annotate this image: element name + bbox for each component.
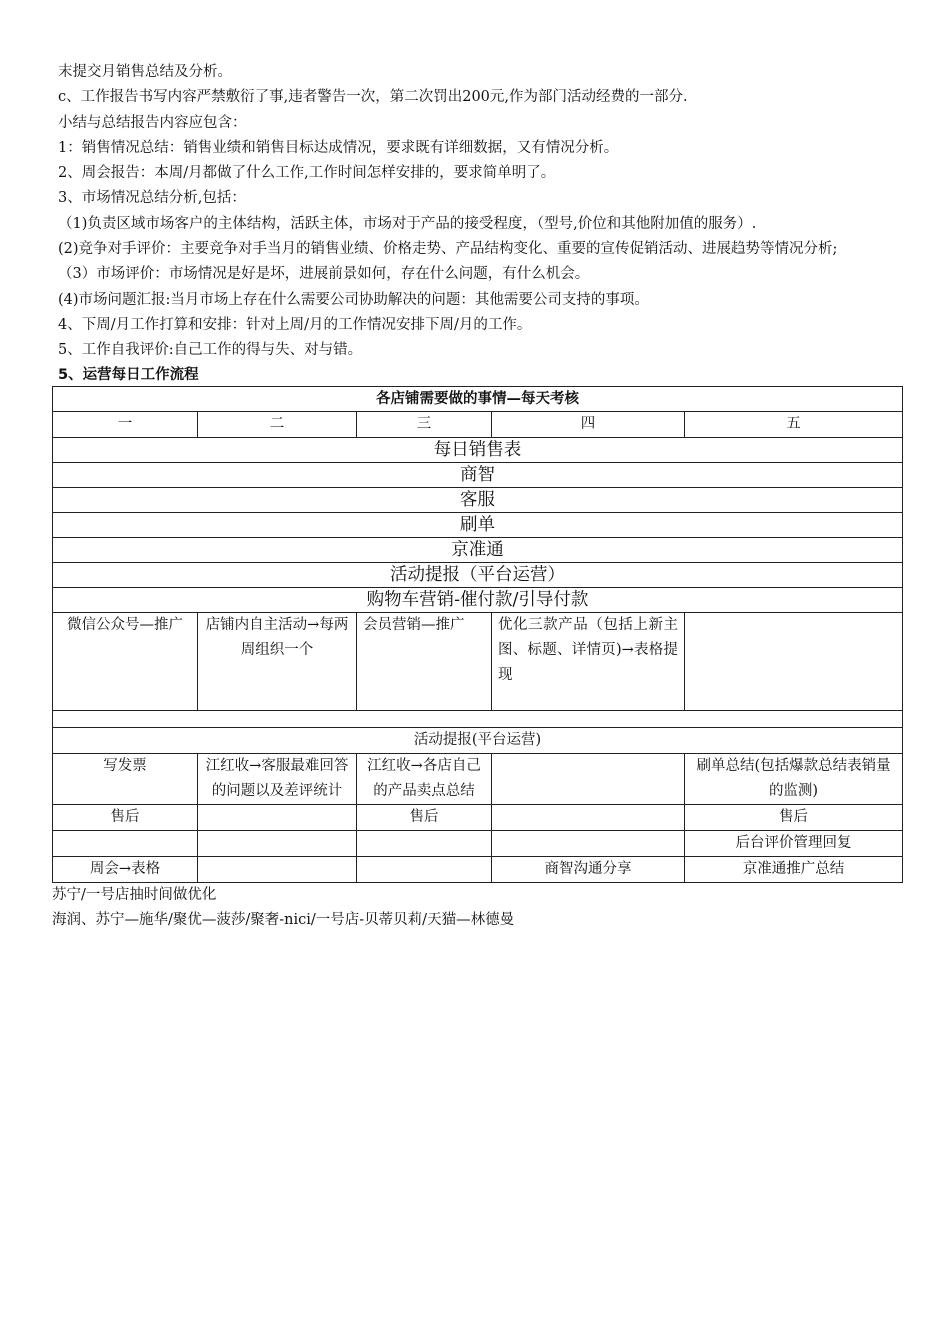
weekday-header: 一 — [53, 411, 198, 437]
weekly-row-a — [53, 612, 903, 710]
weekday-header: 五 — [685, 411, 903, 437]
table-cell — [198, 856, 357, 882]
table-cell: 周会→表格 — [53, 856, 198, 882]
daily-row — [53, 537, 903, 562]
paragraph-7: （1)负责区域市场客户的主体结构，活跃主体，市场对于产品的接受程度，（型号,价位和其他附加值的服务）. — [58, 215, 757, 232]
table-cell — [685, 612, 903, 710]
weekday-header: 二 — [198, 411, 357, 437]
spacer-row — [53, 710, 903, 727]
weekly-row-d — [53, 830, 903, 856]
weekday-row — [53, 411, 903, 437]
paragraph-1: 末提交月销售总结及分析。 — [58, 64, 232, 80]
table-cell — [53, 830, 198, 856]
table-cell — [357, 830, 492, 856]
table-title-row — [53, 386, 903, 411]
weekday-header: 三 — [357, 411, 492, 437]
daily-task: 京准通 — [53, 537, 903, 562]
table-cell: 售后 — [53, 804, 198, 830]
weekly-row-c — [53, 804, 903, 830]
daily-task-table — [52, 386, 903, 883]
table-cell: 江红收→各店自己的产品卖点总结 — [357, 753, 492, 804]
daily-task: 刷单 — [53, 512, 903, 537]
footer-line-2: 海润、苏宁—施华/聚优—菠莎/聚奢-nici/一号店-贝蒂贝莉/天猫—林德曼 — [52, 911, 515, 928]
table-cell: 商智沟通分享 — [492, 856, 685, 882]
paragraph-9: （3）市场评价：市场情况是好是坏，进展前景如何，存在什么问题，有什么机会。 — [58, 266, 590, 283]
paragraph-6: 3、市场情况总结分析,包括： — [58, 190, 246, 207]
table-title: 各店铺需要做的事情—每天考核 — [53, 386, 903, 411]
weekly-row-b — [53, 753, 903, 804]
activity-row — [53, 727, 903, 753]
table-cell: 微信公众号—推广 — [53, 612, 198, 710]
daily-row — [53, 462, 903, 487]
table-cell — [198, 804, 357, 830]
table-cell: 写发票 — [53, 753, 198, 804]
weekday-header: 四 — [492, 411, 685, 437]
daily-row — [53, 487, 903, 512]
table-cell: 店铺内自主活动→每两周组织一个 — [198, 612, 357, 710]
section-heading: 5、运营每日工作流程 — [58, 366, 199, 383]
table-cell — [357, 856, 492, 882]
daily-row — [53, 512, 903, 537]
table-cell — [492, 804, 685, 830]
table-cell: 刷单总结(包括爆款总结表销量的监测) — [685, 753, 903, 804]
document-page — [52, 60, 900, 933]
daily-task: 商智 — [53, 462, 903, 487]
paragraph-11: 4、下周/月工作打算和安排：针对上周/月的工作情况安排下周/月的工作。 — [58, 316, 532, 333]
table-cell: 售后 — [357, 804, 492, 830]
paragraph-8: (2)竞争对手评价：主要竞争对手当月的销售业绩、价格走势、产品结构变化、重要的宣传促销活动、进展趋势等情况分析; — [58, 241, 838, 258]
daily-task: 活动提报（平台运营） — [53, 562, 903, 587]
table-cell — [492, 753, 685, 804]
daily-row — [53, 562, 903, 587]
daily-task: 每日销售表 — [53, 437, 903, 462]
paragraph-3: 小结与总结报告内容应包含： — [58, 114, 247, 131]
paragraph-2: c、工作报告书写内容严禁敷衍了事,违者警告一次，第二次罚出200元,作为部门活动经费的一部分. — [58, 89, 688, 106]
table-cell: 京准通推广总结 — [685, 856, 903, 882]
table-cell: 江红收→客服最难回答的问题以及差评统计 — [198, 753, 357, 804]
table-cell: 优化三款产品（包括上新主图、标题、详情页)→表格提现 — [492, 612, 685, 710]
table-cell — [198, 830, 357, 856]
table-cell: 后台评价管理回复 — [685, 830, 903, 856]
paragraph-5: 2、周会报告：本周/月都做了什么工作,工作时间怎样安排的，要求简单明了。 — [58, 165, 556, 182]
paragraph-10: (4)市场问题汇报:当月市场上存在什么需要公司协助解决的问题：其他需要公司支持的事项。 — [58, 291, 649, 308]
paragraph-12: 5、工作自我评价:自己工作的得与失、对与错。 — [58, 342, 363, 359]
table-cell: 售后 — [685, 804, 903, 830]
table-cell: 会员营销—推广 — [357, 612, 492, 710]
daily-row — [53, 437, 903, 462]
daily-task: 客服 — [53, 487, 903, 512]
table-cell — [492, 830, 685, 856]
weekly-row-e — [53, 856, 903, 882]
daily-row — [53, 587, 903, 612]
footer-line-1: 苏宁/一号店抽时间做优化 — [52, 886, 217, 903]
activity-label: 活动提报(平台运营) — [53, 727, 903, 753]
paragraph-4: 1：销售情况总结：销售业绩和销售目标达成情况，要求既有详细数据，又有情况分析。 — [58, 139, 619, 156]
daily-task: 购物车营销-催付款/引导付款 — [53, 587, 903, 612]
